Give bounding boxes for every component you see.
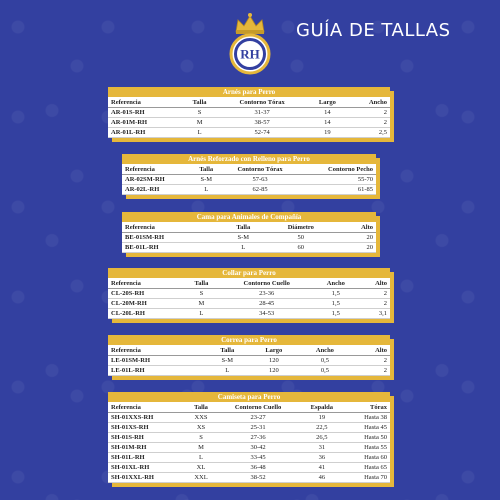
- table-cell: L: [221, 243, 265, 253]
- table-cell: 3,1: [358, 309, 390, 319]
- page-title: GUÍA DE TALLAS: [296, 20, 451, 41]
- column-header: Referencia: [122, 164, 191, 175]
- table-cell: L: [191, 185, 221, 195]
- column-header: Referencia: [108, 278, 183, 289]
- column-header: Alto: [358, 278, 390, 289]
- table-cell: SH-01XL-RH: [108, 463, 185, 473]
- table-cell: 19: [307, 128, 347, 138]
- table-header-row: [122, 222, 376, 233]
- table-row: [122, 233, 376, 243]
- table-cell: 38-52: [217, 473, 300, 483]
- column-header: Contorno Cuello: [217, 402, 300, 413]
- table-cell: 1,5: [314, 309, 357, 319]
- table-cell: 2: [358, 289, 390, 299]
- table-row: [108, 453, 390, 463]
- column-header: Espalda: [299, 402, 344, 413]
- table-cell: 19: [299, 413, 344, 423]
- table-cell: 27-36: [217, 433, 300, 443]
- table-cell: 57-63: [221, 175, 299, 185]
- table-cell: 61-85: [299, 185, 376, 195]
- column-header: Contorno Cuello: [219, 278, 314, 289]
- column-header: Referencia: [122, 222, 221, 233]
- table-cell: M: [183, 299, 219, 309]
- column-header: Diámetro: [265, 222, 336, 233]
- table-cell: 31: [299, 443, 344, 453]
- table-cell: S-M: [191, 175, 221, 185]
- table-header-row: [108, 97, 390, 108]
- table-cell: 50: [265, 233, 336, 243]
- table-row: [108, 443, 390, 453]
- table-row: [122, 175, 376, 185]
- table-cell: L: [206, 366, 249, 376]
- table-row: [108, 309, 390, 319]
- table-cell: CL-20S-RH: [108, 289, 183, 299]
- table-cell: 60: [265, 243, 336, 253]
- table-cell: L: [183, 309, 219, 319]
- table-cell: SH-01XXL-RH: [108, 473, 185, 483]
- table-cell: 1,5: [314, 299, 357, 309]
- table-cell: 2: [351, 356, 390, 366]
- table-cell: 62-85: [221, 185, 299, 195]
- table-cell: Hasta 70: [344, 473, 390, 483]
- table-cell: SH-01XS-RH: [108, 423, 185, 433]
- table-cell: S-M: [206, 356, 249, 366]
- table-cell: 2: [358, 299, 390, 309]
- size-table-padded-harness: [122, 154, 376, 195]
- table-cell: 31-37: [217, 108, 307, 118]
- table-cell: 33-45: [217, 453, 300, 463]
- table-row: [108, 423, 390, 433]
- table-cell: M: [185, 443, 216, 453]
- table-cell: 26,5: [299, 433, 344, 443]
- table-cell: 52-74: [217, 128, 307, 138]
- table-cell: 20: [336, 243, 376, 253]
- table-cell: 0,5: [299, 356, 351, 366]
- column-header: Talla: [182, 97, 217, 108]
- table-header-row: [122, 164, 376, 175]
- column-header: Talla: [206, 345, 249, 356]
- table-row: [108, 128, 390, 138]
- table-cell: 120: [249, 356, 299, 366]
- size-table-leash: [108, 335, 390, 376]
- column-header: Tórax: [344, 402, 390, 413]
- table-row: [108, 289, 390, 299]
- column-header: Contorno Pecho: [299, 164, 376, 175]
- table-cell: 2: [348, 118, 390, 128]
- table-cell: 0,5: [299, 366, 351, 376]
- table-cell: Hasta 55: [344, 443, 390, 453]
- table-cell: AR-01S-RH: [108, 108, 182, 118]
- size-table: [108, 402, 390, 483]
- size-table: [122, 164, 376, 195]
- table-cell: L: [185, 453, 216, 463]
- table-cell: XXS: [185, 413, 216, 423]
- column-header: Alto: [351, 345, 390, 356]
- table-cell: CL-20L-RH: [108, 309, 183, 319]
- column-header: Contorno Tórax: [221, 164, 299, 175]
- table-cell: LE-01SM-RH: [108, 356, 206, 366]
- table-cell: 120: [249, 366, 299, 376]
- table-cell: AR-01M-RH: [108, 118, 182, 128]
- column-header: Largo: [307, 97, 347, 108]
- table-row: [108, 356, 390, 366]
- table-cell: 23-36: [219, 289, 314, 299]
- table-title: Camiseta para Perro: [108, 392, 390, 402]
- table-row: [122, 243, 376, 253]
- table-cell: SH-01S-RH: [108, 433, 185, 443]
- size-table: [108, 278, 390, 319]
- size-table: [122, 222, 376, 253]
- table-cell: XS: [185, 423, 216, 433]
- table-cell: S-M: [221, 233, 265, 243]
- table-cell: AR-02L-RH: [122, 185, 191, 195]
- size-table-harness: [108, 87, 390, 138]
- table-cell: Hasta 38: [344, 413, 390, 423]
- table-cell: 14: [307, 118, 347, 128]
- table-cell: 38-57: [217, 118, 307, 128]
- column-header: Referencia: [108, 402, 185, 413]
- table-cell: Hasta 65: [344, 463, 390, 473]
- table-cell: 23-27: [217, 413, 300, 423]
- table-cell: AR-01L-RH: [108, 128, 182, 138]
- table-cell: 14: [307, 108, 347, 118]
- column-header: Referencia: [108, 345, 206, 356]
- table-row: [108, 299, 390, 309]
- table-cell: 46: [299, 473, 344, 483]
- table-cell: S: [182, 108, 217, 118]
- column-header: Largo: [249, 345, 299, 356]
- table-cell: BE-01SM-RH: [122, 233, 221, 243]
- table-cell: XXL: [185, 473, 216, 483]
- table-cell: SH-01M-RH: [108, 443, 185, 453]
- table-cell: 2,5: [348, 128, 390, 138]
- table-title: Correa para Perro: [108, 335, 390, 345]
- table-cell: S: [183, 289, 219, 299]
- table-cell: CL-20M-RH: [108, 299, 183, 309]
- table-cell: 34-53: [219, 309, 314, 319]
- table-header-row: [108, 402, 390, 413]
- table-cell: Hasta 60: [344, 453, 390, 463]
- table-title: Arnés Reforzado con Relleno para Perro: [122, 154, 376, 164]
- table-cell: M: [182, 118, 217, 128]
- table-row: [108, 433, 390, 443]
- table-row: [108, 413, 390, 423]
- column-header: Talla: [191, 164, 221, 175]
- table-cell: Hasta 50: [344, 433, 390, 443]
- table-cell: 30-42: [217, 443, 300, 453]
- column-header: Ancho: [314, 278, 357, 289]
- table-title: Cama para Animales de Compañía: [122, 212, 376, 222]
- table-row: [122, 185, 376, 195]
- column-header: Referencia: [108, 97, 182, 108]
- column-header: Contorno Tórax: [217, 97, 307, 108]
- table-row: [108, 118, 390, 128]
- table-cell: 1,5: [314, 289, 357, 299]
- table-cell: 36: [299, 453, 344, 463]
- size-table-shirt: [108, 392, 390, 483]
- table-cell: 20: [336, 233, 376, 243]
- size-table: [108, 345, 390, 376]
- size-table: [108, 97, 390, 138]
- table-cell: XL: [185, 463, 216, 473]
- table-cell: 28-45: [219, 299, 314, 309]
- table-title: Collar para Perro: [108, 268, 390, 278]
- table-cell: LE-01L-RH: [108, 366, 206, 376]
- table-cell: Hasta 45: [344, 423, 390, 433]
- table-row: [108, 108, 390, 118]
- table-cell: L: [182, 128, 217, 138]
- size-table-collar: [108, 268, 390, 319]
- column-header: Ancho: [348, 97, 390, 108]
- table-cell: S: [185, 433, 216, 443]
- table-cell: 25-31: [217, 423, 300, 433]
- column-header: Ancho: [299, 345, 351, 356]
- column-header: Talla: [185, 402, 216, 413]
- table-cell: AR-02SM-RH: [122, 175, 191, 185]
- club-crest-logo: [228, 8, 272, 76]
- table-cell: 2: [348, 108, 390, 118]
- table-cell: 55-70: [299, 175, 376, 185]
- table-cell: BE-01L-RH: [122, 243, 221, 253]
- table-title: Arnés para Perro: [108, 87, 390, 97]
- crest-letters: RH: [240, 46, 260, 62]
- size-table-bed: [122, 212, 376, 253]
- table-cell: 2: [351, 366, 390, 376]
- column-header: Talla: [183, 278, 219, 289]
- table-row: [108, 473, 390, 483]
- table-cell: 36-48: [217, 463, 300, 473]
- table-cell: SH-01XXS-RH: [108, 413, 185, 423]
- table-header-row: [108, 278, 390, 289]
- table-cell: 41: [299, 463, 344, 473]
- table-row: [108, 366, 390, 376]
- column-header: Talla: [221, 222, 265, 233]
- table-cell: 22,5: [299, 423, 344, 433]
- table-header-row: [108, 345, 390, 356]
- column-header: Alto: [336, 222, 376, 233]
- table-cell: SH-01L-RH: [108, 453, 185, 463]
- table-row: [108, 463, 390, 473]
